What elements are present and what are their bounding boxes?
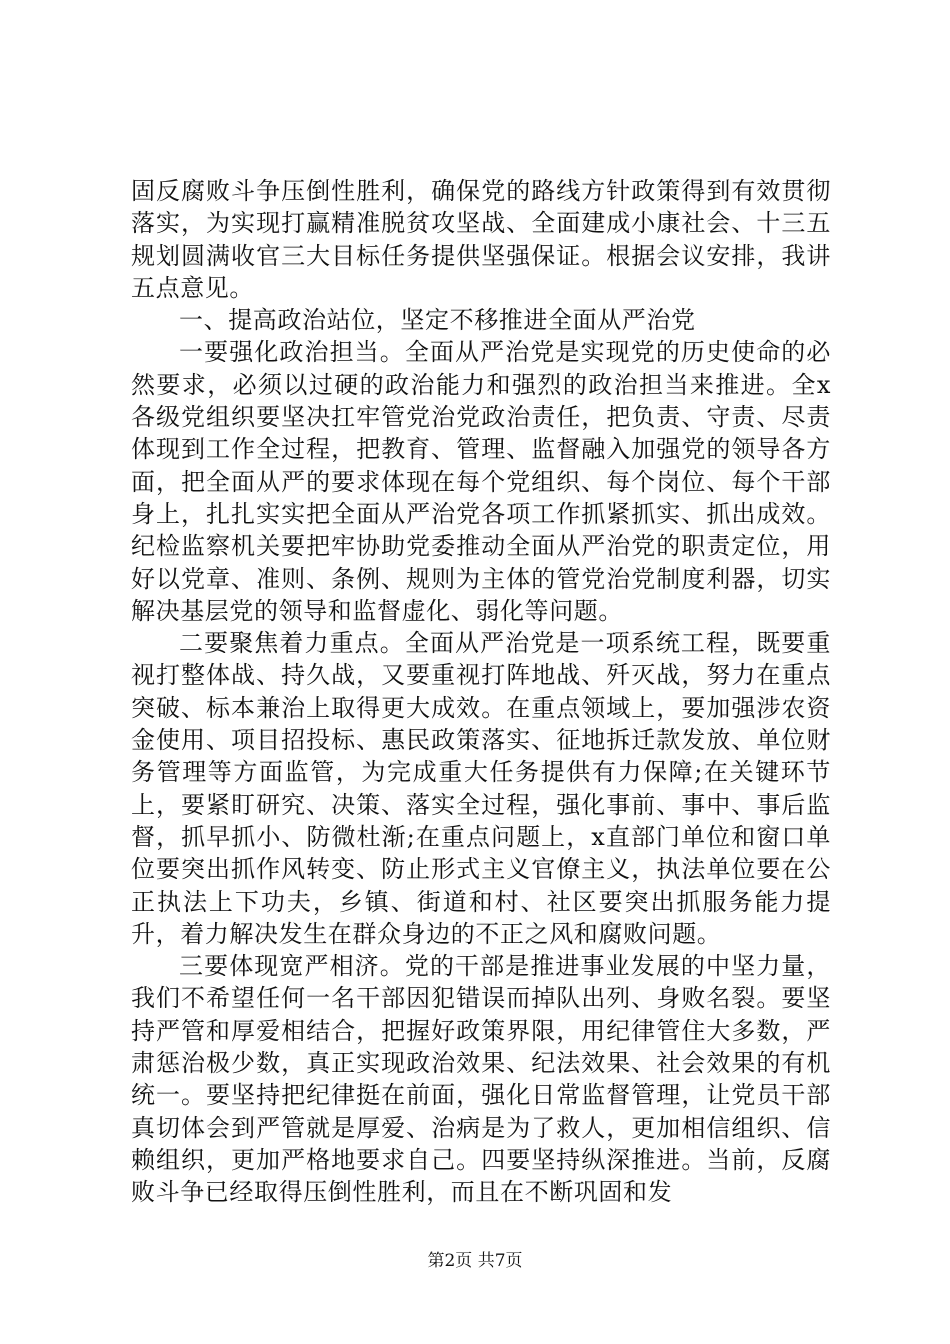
section-heading: 一、提高政治站位，坚定不移推进全面从严治党 — [179, 306, 696, 335]
page-number-footer: 第2页 共7页 — [427, 1251, 523, 1271]
paragraph-continuation: 固反腐败斗争压倒性胜利，确保党的路线方针政策得到有效贯彻落实，为实现打赢精准脱贫攻坚战、全面建成小康社会、十三五规划圆满收官三大目标任务提供坚强保证。根据会议安排，我讲五点意见。 — [131, 177, 831, 302]
paragraph-key-focus: 二要聚焦着力重点。全面从严治党是一项系统工程，既要重视打整体战、持久战，又要重视打阵地战、歼灭战，努力在重点突破、标本兼治上取得更大成效。在重点领域上，要加强涉农资金使用、项目招投标、惠民政策落实、征地拆迁款发放、单位财务管理等方面监管，为完成重大任务提供有力保障;在关键环节上，要紧盯研究、决策、落实全过程，强化事前、事中、事后监督，抓早抓小、防微杜渐;在重点问题上，x直部门单位和窗口单位要突出抓作风转变、防止形式主义官僚主义，执法单位要在公正执法上下功夫，乡镇、街道和村、社区要突出抓服务能力提升，着力解决发生在群众身边的不正之风和腐败问题。 — [131, 629, 831, 948]
paragraph-political-responsibility: 一要强化政治担当。全面从严治党是实现党的历史使命的必然要求，必须以过硬的政治能力和强烈的政治担当来推进。全x各级党组织要坚决扛牢管党治党政治责任，把负责、守责、尽责体现到工作全过程，把教育、管理、监督融入加强党的领导各方面，把全面从严的要求体现在每个党组织、每个岗位、每个干部身上，扎扎实实把全面从严治党各项工作抓紧抓实、抓出成效。纪检监察机关要把牢协助党委推动全面从严治党的职责定位，用好以党章、准则、条例、规则为主体的管党治党制度利器，切实解决基层党的领导和监督虚化、弱化等问题。 — [131, 338, 831, 625]
paragraph-leniency-strictness: 三要体现宽严相济。党的干部是推进事业发展的中坚力量，我们不希望任何一名干部因犯错误而掉队出列、身败名裂。要坚持严管和厚爱相结合，把握好政策界限，用纪律管住大多数，严肃惩治极少数，真正实现政治效果、纪法效果、社会效果的有机统一。要坚持把纪律挺在前面，强化日常监督管理，让党员干部真切体会到严管就是厚爱、治病是为了救人，更加相信组织、信赖组织，更加严格地要求自己。四要坚持纵深推进。当前，反腐败斗争已经取得压倒性胜利，而且在不断巩固和发 — [131, 952, 831, 1207]
document-body — [131, 175, 831, 1209]
